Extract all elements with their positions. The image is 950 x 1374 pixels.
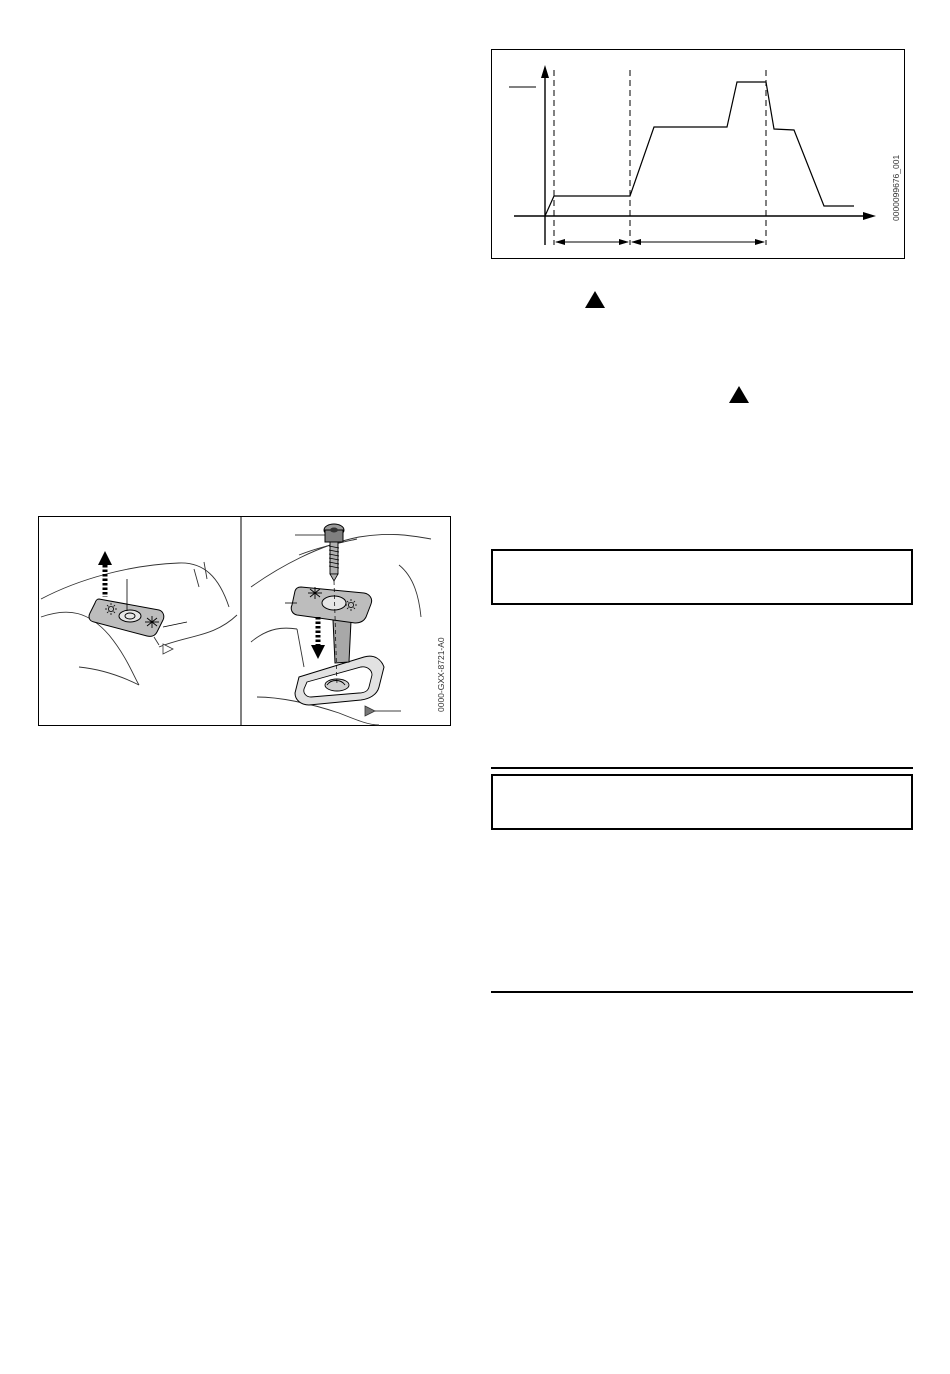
timing-diagram [492, 50, 906, 260]
thermostat-knob-right [291, 587, 371, 663]
duration-arrow-2-left-head [631, 239, 641, 245]
thermostat-illustration-frame [38, 516, 451, 726]
arrow-down-icon [311, 617, 325, 659]
y-axis-arrowhead [541, 65, 549, 78]
arrow-up-icon [98, 551, 112, 597]
duration-arrow-2-right-head [755, 239, 765, 245]
duration-arrow-1-left-head [555, 239, 565, 245]
timing-diagram-frame [491, 49, 905, 259]
thermostat-illustration [39, 517, 452, 727]
warning-triangle-icon [729, 386, 749, 404]
section-rule-2 [491, 991, 913, 993]
screw [324, 524, 344, 581]
notice-box-1 [491, 549, 913, 605]
notice-box-2 [491, 774, 913, 830]
callout-leader-plate [163, 622, 187, 627]
thermostat-socket [295, 656, 384, 705]
marker-triangle-right [365, 706, 375, 716]
marker-triangle-left [163, 644, 173, 654]
thermostat-knob-left [89, 599, 164, 636]
thermostat-illustration-code: 0000-GXX-8721-A0 [436, 637, 446, 712]
duration-arrow-1-right-head [619, 239, 629, 245]
x-axis-arrowhead [863, 212, 876, 220]
section-rule-1 [491, 767, 913, 769]
warning-triangle-icon [585, 291, 605, 309]
timing-diagram-code: 0000099676_001 [891, 154, 901, 221]
timing-curve [545, 82, 854, 216]
